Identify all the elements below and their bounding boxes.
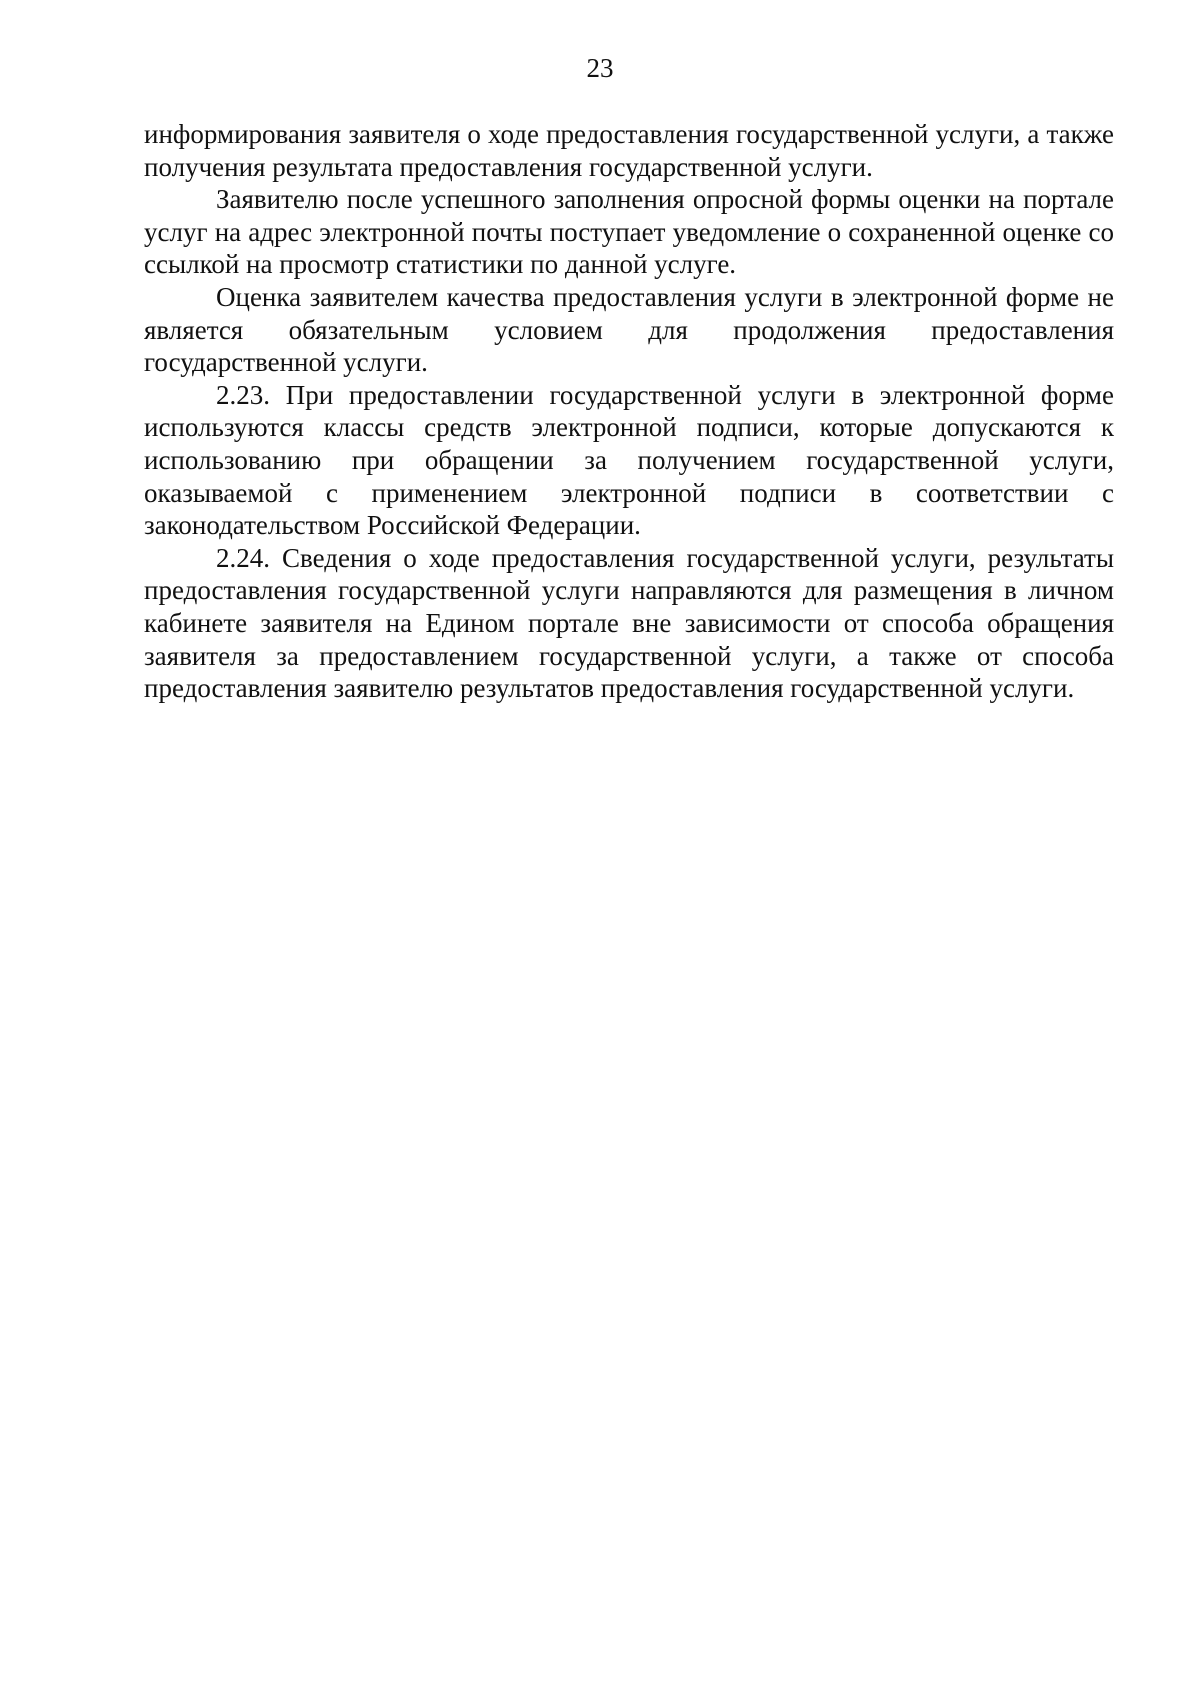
paragraph-section-2-23: 2.23. При предоставлении государственной услуги в электронной форме используются классы средств электронной подписи, которые допускаются к использованию при обращении за получением государственной услуги, оказываемой с применением электронной подписи в соответствии с законодательством Российской Федерации. [144, 379, 1114, 541]
paragraph-continuation: информирования заявителя о ходе предоставления государственной услуги, а также получения результата предоставления государственной услуги. [144, 119, 1114, 182]
page-number: 23 [586, 53, 614, 83]
paragraph-section-2-24: 2.24. Сведения о ходе предоставления государственной услуги, результаты предоставления государственной услуги направляются для размещения в личном кабинете заявителя на Едином портале вне зависимости от способа обращения заявителя за предоставлением государственной услуги, а также от способа предоставления заявителю результатов предоставления государственной услуги. [144, 542, 1114, 704]
paragraph-survey-notification: Заявителю после успешного заполнения опросной формы оценки на портале услуг на адрес электронной почты поступает уведомление о сохраненной оценке со ссылкой на просмотр статистики по данной услуге. [144, 184, 1114, 280]
paragraph-quality-assessment: Оценка заявителем качества предоставления услуги в электронной форме не является обязательным условием для продолжения предоставления государственной услуги. [144, 281, 1114, 378]
document-body [144, 118, 1114, 705]
